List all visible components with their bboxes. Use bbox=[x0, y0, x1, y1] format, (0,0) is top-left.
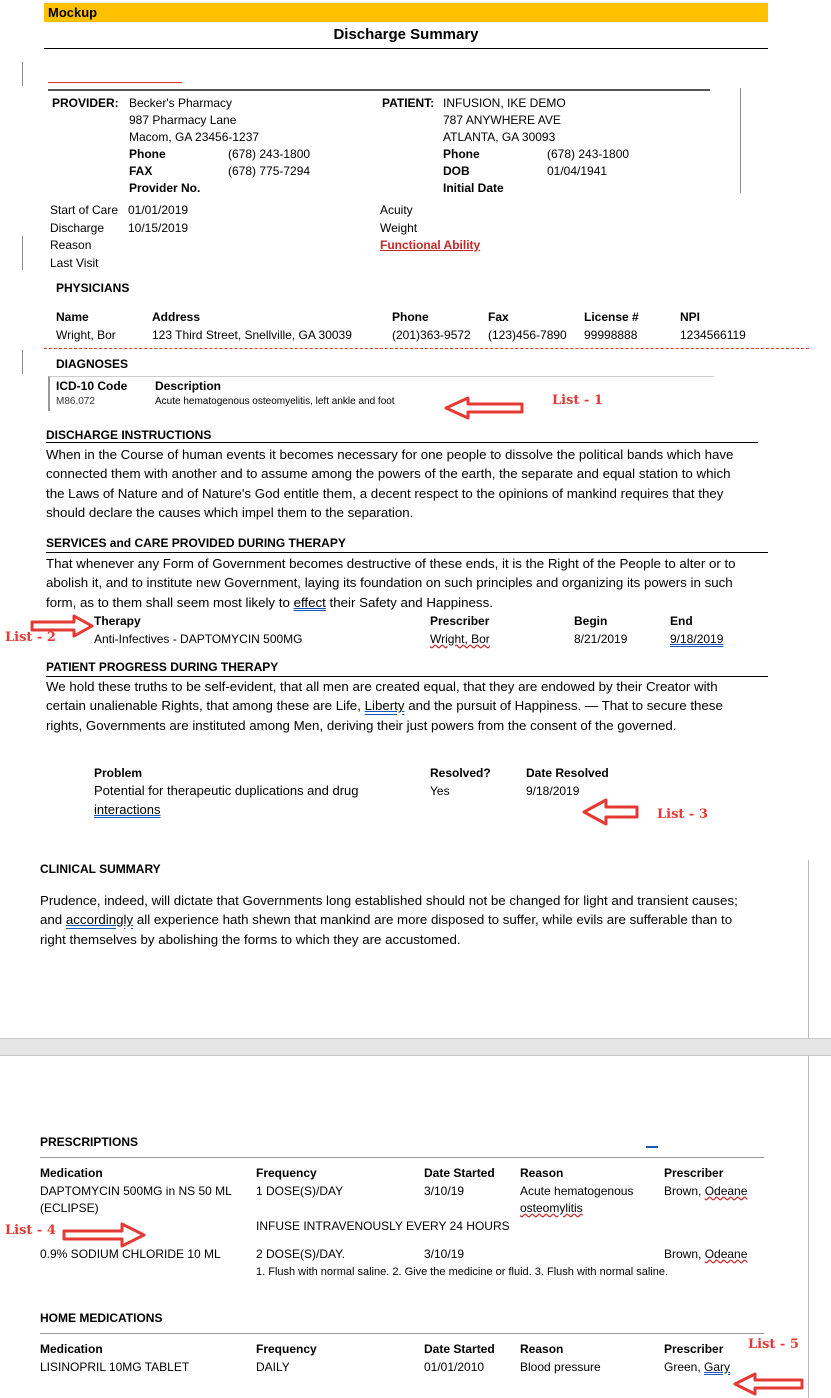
acuity-label: Acuity bbox=[380, 203, 413, 217]
therapy-table bbox=[94, 614, 774, 650]
services-line-1: That whenever any Form of Government becomes destructive of these ends, it is the Right of the People to alter or to bbox=[46, 556, 736, 571]
therapy-col-prescriber: Prescriber bbox=[430, 614, 490, 628]
diagnoses-col-code: ICD-10 Code bbox=[56, 379, 128, 393]
rx1-prescriber bbox=[664, 1184, 747, 1198]
physicians-col-name: Name bbox=[56, 310, 89, 324]
services-line-2: abolish it, and to institute new Government, laying its foundation on such principles and organizing its powers in such bbox=[46, 575, 733, 591]
annotation-list-2: List - 2 bbox=[5, 630, 56, 645]
prescriptions-marker bbox=[646, 1146, 658, 1148]
clinical-line-2c: all experience hath shewn that mankind are more disposed to suffer, while evils are sufferable than to bbox=[133, 912, 733, 928]
provider-address2: Macom, GA 23456-1237 bbox=[129, 130, 260, 144]
progress-liberty-word: Liberty bbox=[364, 698, 405, 714]
problem-resolved: Yes bbox=[430, 784, 450, 798]
patient-name: INFUSION, IKE DEMO bbox=[443, 96, 566, 110]
annotation-list-3: List - 3 bbox=[657, 807, 708, 822]
physicians-col-fax: Fax bbox=[488, 310, 509, 324]
right-frame-2 bbox=[808, 860, 809, 1038]
home-prescriber bbox=[664, 1360, 730, 1374]
right-frame-3 bbox=[808, 1056, 809, 1398]
services-line-3c: their Safety and Happiness. bbox=[325, 594, 493, 610]
services-line-3 bbox=[46, 593, 736, 612]
physicians-table bbox=[56, 310, 756, 346]
provider-number-label: Provider No. bbox=[129, 181, 201, 195]
patient-phone-label: Phone bbox=[443, 147, 480, 161]
provider-name: Becker's Pharmacy bbox=[129, 96, 232, 110]
problem-line-1: Potential for therapeutic duplications and drug bbox=[94, 783, 359, 798]
patient-dob: 01/04/1941 bbox=[547, 164, 608, 178]
rx-col-reason: Reason bbox=[520, 1166, 564, 1180]
home-frequency: DAILY bbox=[256, 1360, 290, 1374]
clinical-summary-text bbox=[40, 891, 738, 949]
rx2-prescriber-last: Brown, bbox=[664, 1247, 705, 1261]
margin-marker-2 bbox=[22, 236, 23, 270]
discharge-date: 10/15/2019 bbox=[128, 221, 189, 235]
margin-marker bbox=[22, 62, 23, 86]
home-medications-heading: HOME MEDICATIONS bbox=[40, 1311, 163, 1325]
rx1-frequency: 1 DOSE(S)/DAY bbox=[256, 1184, 344, 1198]
physician-phone: (201)363-9572 bbox=[392, 328, 471, 342]
diagnoses-col-description: Description bbox=[155, 379, 222, 393]
mockup-label: Mockup bbox=[48, 5, 98, 20]
services-effect-word: effect bbox=[293, 594, 326, 610]
annotation-list-5: List - 5 bbox=[748, 1337, 799, 1352]
annotation-list-1: List - 1 bbox=[552, 393, 603, 408]
rx1-reason-line-1: Acute hematogenous bbox=[520, 1184, 634, 1198]
prescriptions-rule bbox=[40, 1157, 764, 1158]
progress-line-3: rights, Governments are instituted among Men, deriving their just powers from the consent of the governed. bbox=[46, 717, 677, 733]
clinical-line-2a: and bbox=[40, 912, 66, 928]
home-prescriber-first: Gary bbox=[704, 1360, 731, 1374]
home-col-prescriber: Prescriber bbox=[664, 1342, 724, 1356]
arrow-list-5-icon bbox=[733, 1372, 805, 1396]
discharge-instructions-text bbox=[46, 445, 733, 522]
physicians-col-address: Address bbox=[152, 310, 201, 324]
provider-fax: (678) 775-7294 bbox=[228, 164, 311, 178]
discharge-line-1: When in the Course of human events it becomes necessary for one people to dissolve the political bands which have bbox=[46, 447, 734, 462]
problem-col-resolved: Resolved? bbox=[430, 766, 491, 780]
clinical-line-2 bbox=[40, 910, 738, 929]
progress-text bbox=[46, 677, 723, 735]
patient-label: PATIENT: bbox=[382, 96, 435, 110]
therapy-prescriber bbox=[430, 632, 490, 646]
patient-dob-label: DOB bbox=[443, 164, 470, 178]
diagnoses-table bbox=[48, 376, 714, 411]
physicians-dashed-rule bbox=[44, 348, 809, 349]
rx1-prescriber-first: Odeane bbox=[704, 1184, 748, 1198]
rx-col-medication: Medication bbox=[40, 1166, 103, 1180]
provider-block-rule bbox=[48, 89, 710, 91]
patient-phone: (678) 243-1800 bbox=[547, 147, 630, 161]
rx1-date-started: 3/10/19 bbox=[424, 1184, 465, 1198]
clinical-line-3: right themselves by abolishing the forms to which they are accustomed. bbox=[40, 931, 461, 947]
physician-address: 123 Third Street, Snellville, GA 30039 bbox=[152, 328, 352, 342]
services-line-3a: form, as to them shall seem most likely to bbox=[46, 594, 294, 610]
home-prescriber-last: Green, bbox=[664, 1360, 705, 1374]
weight-label: Weight bbox=[380, 221, 418, 235]
prescriptions-heading: PRESCRIPTIONS bbox=[40, 1135, 139, 1149]
rx1-medication-line-2: (ECLIPSE) bbox=[40, 1201, 99, 1215]
discharge-label: Discharge bbox=[50, 221, 105, 235]
rx2-medication: 0.9% SODIUM CHLORIDE 10 ML bbox=[40, 1247, 221, 1261]
start-of-care: 01/01/2019 bbox=[128, 203, 189, 217]
home-col-medication: Medication bbox=[40, 1342, 103, 1356]
discharge-line-4: should declare the causes which impel them to the separation. bbox=[46, 504, 414, 520]
physician-license: 99998888 bbox=[584, 328, 638, 342]
rx1-prescriber-last: Brown, bbox=[664, 1184, 705, 1198]
physicians-col-license: License # bbox=[584, 310, 639, 324]
home-date-started: 01/01/2010 bbox=[424, 1360, 485, 1374]
progress-line-2c: and the pursuit of Happiness. — That to secure these bbox=[404, 698, 723, 714]
problem-date-resolved: 9/18/2019 bbox=[526, 784, 580, 798]
physicians-col-npi: NPI bbox=[680, 310, 701, 324]
start-of-care-label: Start of Care bbox=[50, 203, 119, 217]
problem-table bbox=[94, 766, 654, 822]
progress-heading: PATIENT PROGRESS DURING THERAPY bbox=[46, 660, 279, 674]
therapy-col-begin: Begin bbox=[574, 614, 608, 628]
rx1-medication-line-1: DAPTOMYCIN 500MG in NS 50 ML bbox=[40, 1184, 232, 1198]
patient-address2: ATLANTA, GA 30093 bbox=[443, 130, 556, 144]
therapy-col-end: End bbox=[670, 614, 693, 628]
therapy-prescriber-name: Wright, Bor bbox=[430, 632, 490, 646]
margin-marker-3 bbox=[22, 350, 23, 374]
home-medications-table bbox=[40, 1342, 770, 1378]
progress-line-1: We hold these truths to be self-evident, that all men are created equal, that they are endowed by their Creator with bbox=[46, 679, 718, 694]
discharge-instructions-rule bbox=[46, 442, 758, 443]
annotation-list-4: List - 4 bbox=[5, 1223, 56, 1238]
clinical-accordingly-word: accordingly bbox=[65, 912, 134, 928]
provider-phone: (678) 243-1800 bbox=[228, 147, 311, 161]
home-col-frequency: Frequency bbox=[256, 1342, 317, 1356]
page-title: Discharge Summary bbox=[333, 26, 479, 43]
home-medications-rule bbox=[40, 1333, 764, 1334]
rx1-note: INFUSE INTRAVENOUSLY EVERY 24 HOURS bbox=[256, 1219, 510, 1233]
home-medication: LISINOPRIL 10MG TABLET bbox=[40, 1360, 190, 1374]
problem-col-problem: Problem bbox=[94, 766, 143, 780]
provider-address1: 987 Pharmacy Lane bbox=[129, 113, 237, 127]
progress-line-2a: certain unalienable Rights, that among these are Life, bbox=[46, 698, 365, 714]
rx2-prescriber-first: Odeane bbox=[704, 1247, 748, 1261]
physician-fax: (123)456-7890 bbox=[488, 328, 567, 342]
rx2-note: 1. Flush with normal saline. 2. Give the medicine or fluid. 3. Flush with normal saline. bbox=[256, 1266, 669, 1278]
clinical-line-1: Prudence, indeed, will dictate that Governments long established should not be changed for light and transient causes; bbox=[40, 893, 738, 908]
physician-npi: 1234566119 bbox=[680, 328, 746, 342]
services-rule bbox=[46, 552, 768, 553]
rx2-date-started: 3/10/19 bbox=[424, 1247, 465, 1261]
arrow-list-4-icon bbox=[62, 1222, 146, 1248]
functional-ability-link[interactable]: Functional Ability bbox=[380, 238, 481, 252]
discharge-line-3: the Laws of Nature and of Nature's God entitle them, a decent respect to the opinions of mankind requires that they bbox=[46, 485, 724, 501]
physician-name: Wright, Bor bbox=[56, 328, 116, 342]
progress-line-2 bbox=[46, 696, 723, 715]
therapy-begin: 8/21/2019 bbox=[574, 632, 628, 646]
home-col-date-started: Date Started bbox=[424, 1342, 495, 1356]
rx-col-prescriber: Prescriber bbox=[664, 1166, 724, 1180]
physicians-heading: PHYSICIANS bbox=[56, 281, 130, 295]
provider-phone-label: Phone bbox=[129, 147, 166, 161]
mockup-banner bbox=[44, 3, 768, 22]
right-frame bbox=[740, 88, 741, 193]
clinical-summary-heading: CLINICAL SUMMARY bbox=[40, 862, 161, 876]
therapy-name: Anti-Infectives - DAPTOMYCIN 500MG bbox=[94, 632, 303, 646]
red-rule bbox=[48, 82, 182, 83]
therapy-col-therapy: Therapy bbox=[94, 614, 141, 628]
prescriptions-table bbox=[40, 1166, 770, 1286]
problem-col-date-resolved: Date Resolved bbox=[526, 766, 609, 780]
home-col-reason: Reason bbox=[520, 1342, 564, 1356]
arrow-list-1-icon bbox=[444, 396, 526, 420]
rx2-prescriber bbox=[664, 1247, 747, 1261]
therapy-end: 9/18/2019 bbox=[670, 632, 724, 646]
services-text bbox=[46, 554, 736, 612]
diagnosis-code: M86.072 bbox=[56, 396, 95, 407]
physicians-col-phone: Phone bbox=[392, 310, 429, 324]
arrow-list-2-icon bbox=[30, 614, 94, 638]
provider-label: PROVIDER: bbox=[52, 96, 119, 110]
diagnosis-description: Acute hematogenous osteomyelitis, left ankle and foot bbox=[155, 396, 395, 407]
patient-address1: 787 ANYWHERE AVE bbox=[443, 113, 561, 127]
home-reason: Blood pressure bbox=[520, 1360, 601, 1374]
rx-col-frequency: Frequency bbox=[256, 1166, 317, 1180]
diagnoses-heading: DIAGNOSES bbox=[56, 357, 129, 371]
reason-label: Reason bbox=[50, 238, 92, 252]
discharge-line-2: connected them with another and to assume among the powers of the earth, the separate and equal station to which bbox=[46, 466, 731, 482]
page-break bbox=[0, 1038, 831, 1056]
provider-fax-label: FAX bbox=[129, 164, 153, 178]
rx-col-date-started: Date Started bbox=[424, 1166, 495, 1180]
services-heading: SERVICES and CARE PROVIDED DURING THERAPY bbox=[46, 536, 346, 550]
problem-line-2: interactions bbox=[94, 802, 161, 817]
rx1-reason-line-2: osteomylitis bbox=[520, 1201, 583, 1215]
arrow-list-3-icon bbox=[582, 798, 640, 826]
patient-initial-date-label: Initial Date bbox=[443, 181, 504, 195]
title-rule bbox=[44, 48, 768, 49]
rx2-frequency: 2 DOSE(S)/DAY. bbox=[256, 1247, 345, 1261]
last-visit-label: Last Visit bbox=[50, 256, 99, 270]
discharge-instructions-heading: DISCHARGE INSTRUCTIONS bbox=[46, 428, 212, 442]
